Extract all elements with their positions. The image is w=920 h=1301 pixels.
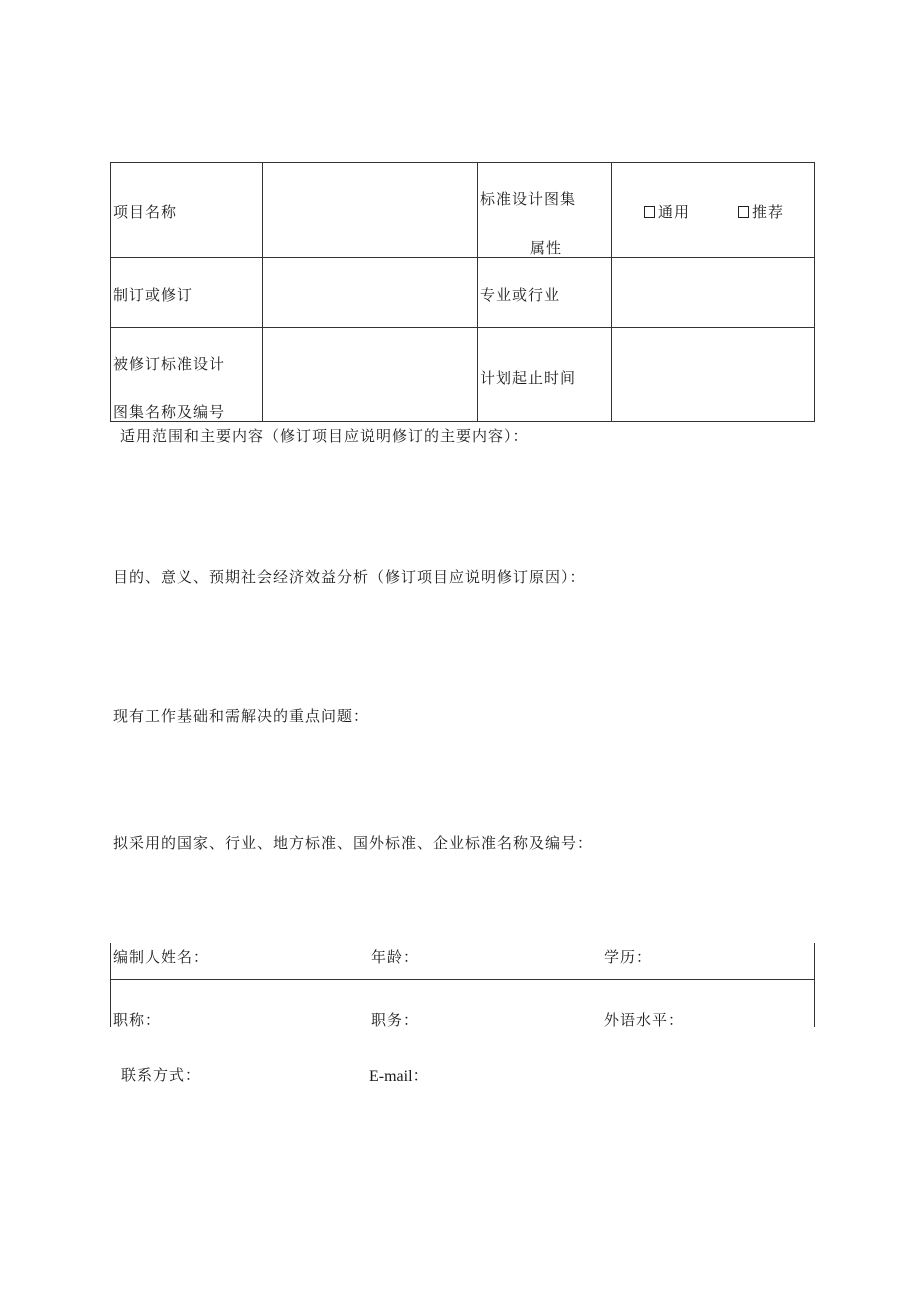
project-name-label: 项目名称 (113, 203, 178, 221)
scope-field[interactable] (110, 450, 815, 560)
basis-field[interactable] (110, 730, 815, 825)
revised-atlas-label-line2: 图集名称及编号 (113, 403, 226, 421)
revised-atlas-field[interactable] (263, 328, 476, 420)
purpose-heading: 目的、意义、预期社会经济效益分析（修订项目应说明修订原因）： (113, 568, 586, 586)
atlas-attribute-label-line1: 标准设计图集 (480, 190, 577, 208)
author-language-label: 外语水平： (604, 1011, 685, 1029)
option-general[interactable] (644, 201, 690, 222)
table-right-border (814, 162, 815, 422)
contact-label: 联系方式： (121, 1066, 202, 1084)
author-row-divider (110, 979, 815, 980)
checkbox-icon[interactable] (644, 206, 655, 218)
specialty-field[interactable] (612, 258, 813, 326)
revised-atlas-label-line1: 被修订标准设计 (113, 355, 226, 373)
project-name-field[interactable] (263, 163, 476, 256)
author-name-label: 编制人姓名： (113, 948, 210, 966)
draft-or-revise-label: 制订或修订 (113, 286, 194, 304)
draft-or-revise-field[interactable] (263, 258, 476, 326)
standards-heading: 拟采用的国家、行业、地方标准、国外标准、企业标准名称及编号： (113, 834, 594, 852)
author-title-label: 职称： (113, 1011, 162, 1029)
atlas-attribute-label-line2: 属性 (530, 239, 563, 257)
author-position-label: 职务： (371, 1011, 420, 1029)
author-left-border (110, 943, 111, 1027)
table-col2-divider (477, 162, 478, 422)
option-recommended-label: 推荐 (752, 203, 785, 221)
author-age-label: 年龄： (371, 948, 420, 966)
scope-heading: 适用范围和主要内容（修订项目应说明修订的主要内容）： (120, 427, 529, 445)
basis-heading: 现有工作基础和需解决的重点问题： (113, 707, 370, 725)
email-label: E-mail： (369, 1068, 429, 1085)
option-general-label: 通用 (658, 203, 691, 221)
plan-period-field[interactable] (612, 328, 813, 420)
checkbox-icon[interactable] (738, 206, 749, 218)
plan-period-label: 计划起止时间 (480, 369, 577, 387)
standards-field[interactable] (110, 858, 815, 938)
author-education-label: 学历： (604, 948, 653, 966)
option-recommended[interactable] (738, 201, 784, 222)
table-left-border (110, 162, 111, 422)
specialty-label: 专业或行业 (480, 286, 561, 304)
author-right-border (814, 943, 815, 1027)
purpose-field[interactable] (110, 592, 815, 697)
